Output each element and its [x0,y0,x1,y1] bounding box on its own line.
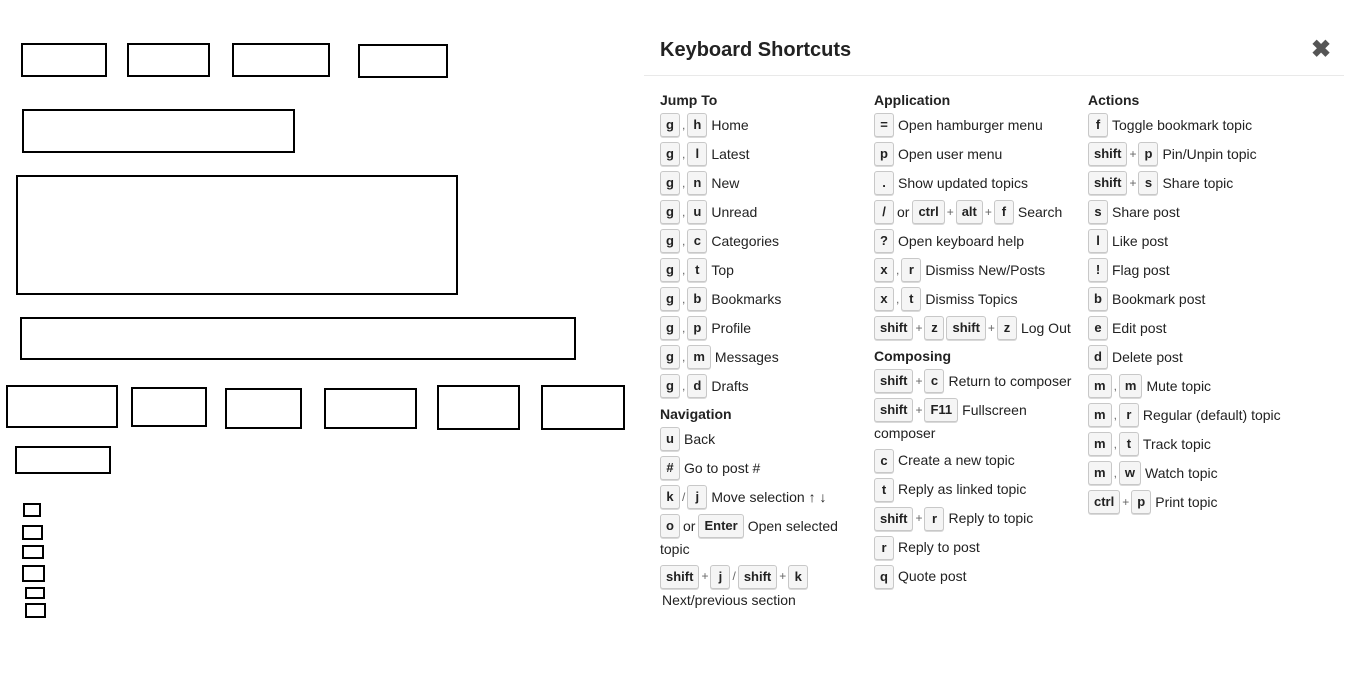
comma-separator: , [1113,465,1117,480]
key-cap: c [687,229,707,253]
shortcut-item [660,113,856,137]
key-cap: p [1131,490,1151,514]
shortcut-description: Share post [1112,203,1180,220]
key-cap: p [1138,142,1158,166]
shortcut-item [660,287,856,311]
key-cap: g [660,229,680,253]
placeholder-nav-tab [127,43,210,77]
shortcut-description: Dismiss New/Posts [925,261,1046,278]
shortcut-item [1088,142,1308,166]
placeholder-tiny-box [22,545,44,559]
shortcut-item [660,142,856,166]
shortcut-description: Bookmark post [1112,290,1206,307]
shortcut-description: Log Out [1020,319,1071,336]
shortcut-item [874,229,1080,253]
placeholder-button [324,388,417,429]
comma-separator: , [682,320,686,335]
shortcut-description: Next/previous section [662,591,796,608]
shortcut-item [874,478,1080,502]
key-cap: d [687,374,707,398]
key-cap: t [901,287,921,311]
key-cap: u [687,200,707,224]
shortcut-item [660,456,856,480]
shortcut-item [1088,200,1308,224]
key-cap: r [901,258,921,282]
key-cap: c [874,449,894,473]
application-list [874,113,1080,340]
key-cap: g [660,200,680,224]
comma-separator: , [1113,378,1117,393]
placeholder-button [225,388,302,429]
or-separator: or [683,517,696,534]
key-cap: m [1088,461,1112,485]
key-cap: shift [1088,171,1127,195]
plus-separator: + [915,320,923,335]
key-cap: o [660,514,680,538]
plus-separator: + [946,204,954,219]
shortcut-description: Unread [711,203,758,220]
shortcut-description: Go to post # [684,459,761,476]
comma-separator: , [1113,436,1117,451]
key-cap: m [687,345,711,369]
key-cap: shift [946,316,985,340]
shortcut-item [660,171,856,195]
column-1 [660,92,856,616]
key-cap: s [1138,171,1158,195]
key-cap: m [1119,374,1143,398]
key-cap: g [660,171,680,195]
placeholder-button [6,385,118,428]
shortcut-description: New [711,174,740,191]
key-cap: x [874,258,894,282]
shortcut-description: Categories [711,232,780,249]
comma-separator: , [682,233,686,248]
key-cap: ! [1088,258,1108,282]
section-title-navigation: Navigation [660,406,732,422]
shortcut-description: Move selection ↑ ↓ [711,488,827,505]
shortcut-item [1088,374,1308,398]
shortcut-item [874,565,1080,589]
shortcut-item [1088,229,1308,253]
plus-separator: + [915,402,923,417]
key-cap: ctrl [912,200,944,224]
key-cap: . [874,171,894,195]
shortcut-description: Top [711,261,734,278]
shortcut-item [1088,432,1308,456]
key-cap: = [874,113,894,137]
plus-separator: + [1122,494,1130,509]
shortcut-item [660,345,856,369]
plus-separator: + [915,511,923,526]
key-cap: shift [738,565,777,589]
key-cap: shift [874,507,913,531]
shortcut-description: Print topic [1155,493,1218,510]
shortcut-item [1088,316,1308,340]
plus-separator: + [701,569,709,584]
placeholder-content-block [16,175,458,295]
shortcut-description: Latest [711,145,750,162]
shortcut-item [874,171,1080,195]
shortcut-item [874,113,1080,137]
placeholder-tiny-box [25,587,45,599]
key-cap: x [874,287,894,311]
placeholder-button [541,385,625,430]
section-title-jump-to: Jump To [660,92,718,108]
header-divider [644,75,1344,76]
shortcut-description: Toggle bookmark topic [1112,116,1253,133]
shortcut-description: Edit post [1112,319,1167,336]
comma-separator: , [896,291,900,306]
plus-separator: + [1129,175,1137,190]
key-cap: t [874,478,894,502]
placeholder-tiny-box [22,565,45,582]
key-cap: q [874,565,894,589]
comma-separator: , [1113,407,1117,422]
navigation-list [660,427,856,611]
shortcut-description: Messages [714,348,779,365]
key-cap: / [874,200,894,224]
shortcut-item [660,258,856,282]
shortcut-description: Quote post [898,568,967,585]
or-separator: or [897,203,910,220]
keyboard-shortcuts-modal [644,0,1364,675]
shortcut-item [660,229,856,253]
comma-separator: , [682,349,686,364]
key-cap: f [994,200,1014,224]
shortcut-item [1088,403,1308,427]
placeholder-tiny-box [23,503,41,517]
key-cap: u [660,427,680,451]
key-cap: shift [874,316,913,340]
key-cap: z [924,316,944,340]
shortcut-item [1088,490,1308,514]
shortcut-description: Open hamburger menu [898,116,1043,133]
key-cap: g [660,374,680,398]
shortcut-description: Open user menu [898,145,1003,162]
key-cap: n [687,171,707,195]
placeholder-wide-bar [20,317,576,360]
column-3 [1088,92,1308,519]
shortcut-description: Share topic [1162,174,1234,191]
shortcut-item [874,258,1080,282]
key-cap: r [1119,403,1139,427]
shortcut-description: Back [684,430,716,447]
comma-separator: , [682,146,686,161]
composing-list [874,369,1080,589]
shortcut-description: Home [711,116,749,133]
key-cap: g [660,142,680,166]
placeholder-tiny-box [22,525,43,540]
shortcut-item [660,200,856,224]
shortcut-item [660,514,856,560]
key-cap: j [687,485,707,509]
shortcut-description: Show updated topics [898,174,1028,191]
key-cap: shift [874,369,913,393]
shortcut-item [874,398,1080,444]
slash-separator: / [732,569,736,584]
shortcut-item [1088,258,1308,282]
jump-to-list [660,113,856,398]
section-title-actions: Actions [1088,92,1140,108]
key-cap: l [1088,229,1108,253]
key-cap: w [1119,461,1141,485]
key-cap: # [660,456,680,480]
key-cap: l [687,142,707,166]
shortcut-description: Regular (default) topic [1142,406,1281,423]
placeholder-button [131,387,207,427]
key-cap: m [1088,403,1112,427]
key-cap: b [687,287,707,311]
comma-separator: , [682,262,686,277]
comma-separator: , [682,175,686,190]
shortcut-description: Dismiss Topics [925,290,1018,307]
key-cap: shift [874,398,913,422]
shortcut-item [874,536,1080,560]
shortcut-description: Like post [1112,232,1169,249]
placeholder-title-bar [22,109,295,153]
shortcut-description: Create a new topic [898,452,1015,469]
key-cap: m [1088,432,1112,456]
plus-separator: + [915,373,923,388]
shortcut-item [1088,287,1308,311]
shortcut-description: Delete post [1112,348,1183,365]
placeholder-nav-tab [21,43,107,77]
comma-separator: , [682,378,686,393]
shortcut-description: Watch topic [1145,464,1218,481]
placeholder-small-bar [15,446,111,474]
key-cap: m [1088,374,1112,398]
plus-separator: + [987,320,995,335]
shortcut-description: Open selected topic [660,517,838,557]
shortcut-description: Reply to post [898,539,980,556]
key-cap: s [1088,200,1108,224]
key-cap: Enter [698,514,743,538]
shortcut-description: Flag post [1112,261,1170,278]
shortcut-description: Reply to topic [948,510,1034,527]
key-cap: g [660,345,680,369]
comma-separator: , [682,291,686,306]
key-cap: ctrl [1088,490,1120,514]
key-cap: ? [874,229,894,253]
key-cap: k [660,485,680,509]
key-cap: shift [660,565,699,589]
comma-separator: , [896,262,900,277]
key-cap: t [687,258,707,282]
shortcut-description: Fullscreen composer [874,401,1027,441]
key-cap: e [1088,316,1108,340]
plus-separator: + [779,569,787,584]
key-cap: g [660,113,680,137]
key-cap: F11 [924,398,958,422]
shortcut-description: Search [1017,203,1063,220]
shortcut-description: Reply as linked topic [898,481,1027,498]
placeholder-tiny-box [25,603,46,618]
shortcut-description: Pin/Unpin topic [1162,145,1257,162]
shortcut-item [874,316,1080,340]
shortcut-item [874,507,1080,531]
shortcut-item [874,142,1080,166]
key-cap: p [874,142,894,166]
placeholder-button [437,385,520,430]
shortcut-description: Drafts [711,377,749,394]
key-cap: h [687,113,707,137]
key-cap: shift [1088,142,1127,166]
shortcut-description: Bookmarks [711,290,782,307]
key-cap: r [924,507,944,531]
key-cap: p [687,316,707,340]
shortcut-item [874,287,1080,311]
key-cap: t [1119,432,1139,456]
key-cap: alt [956,200,983,224]
placeholder-nav-tab [232,43,330,77]
shortcut-description: Open keyboard help [898,232,1025,249]
key-cap: d [1088,345,1108,369]
close-icon[interactable]: ✖ [1310,36,1332,63]
section-title-composing: Composing [874,348,951,364]
shortcut-description: Mute topic [1146,377,1212,394]
shortcut-item [660,427,856,451]
shortcut-item [1088,461,1308,485]
comma-separator: , [682,204,686,219]
key-cap: b [1088,287,1108,311]
plus-separator: + [1129,146,1137,161]
shortcut-item [1088,171,1308,195]
shortcut-item [660,316,856,340]
modal-title: Keyboard Shortcuts [660,39,852,61]
section-title-application: Application [874,92,951,108]
key-cap: z [997,316,1017,340]
shortcut-item [660,485,856,509]
column-2 [874,92,1080,594]
placeholder-nav-tab [358,44,448,78]
shortcut-description: Track topic [1142,435,1211,452]
key-cap: g [660,287,680,311]
key-cap: g [660,316,680,340]
shortcut-item [1088,113,1308,137]
key-cap: r [874,536,894,560]
shortcut-item [1088,345,1308,369]
key-cap: g [660,258,680,282]
plus-separator: + [984,204,992,219]
shortcut-item [660,565,856,611]
key-cap: k [788,565,808,589]
shortcut-item [874,369,1080,393]
key-cap: c [924,369,944,393]
comma-separator: , [682,117,686,132]
key-cap: j [710,565,730,589]
key-cap: f [1088,113,1108,137]
actions-list [1088,113,1308,514]
shortcut-description: Profile [711,319,752,336]
slash-separator: / [682,489,686,504]
shortcut-item [874,449,1080,473]
shortcut-item [660,374,856,398]
shortcut-item [874,200,1080,224]
shortcut-description: Return to composer [948,372,1072,389]
